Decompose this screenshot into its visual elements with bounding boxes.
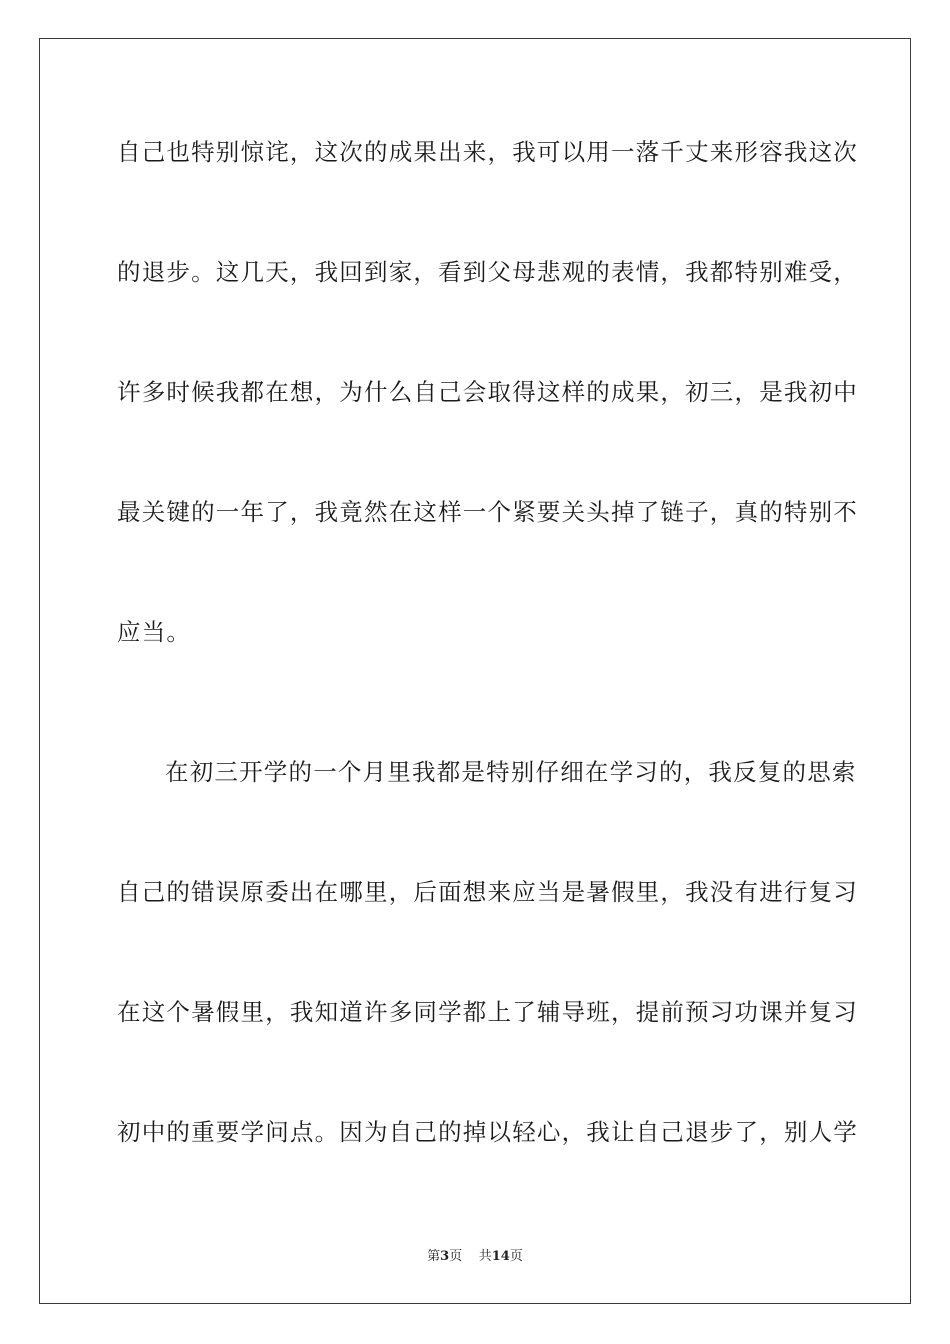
body-text-line-8: 在这个暑假里，我知道许多同学都上了辅导班，提前预习功课并复习 [117,998,858,1026]
body-text-line-7: 自己的错误原委出在哪里，后面想来应当是暑假里，我没有进行复习 [117,878,858,906]
footer-page-suffix: 页 [449,1249,463,1264]
body-text-line-5: 应当。 [117,618,192,646]
body-text-line-4: 最关键的一年了，我竟然在这样一个紧要关头掉了链子，真的特别不 [117,498,858,526]
page-footer [0,1248,950,1266]
footer-page-number: 3 [440,1249,450,1264]
footer-page-prefix: 第 [427,1249,441,1264]
footer-total-suffix: 页 [509,1249,523,1264]
body-text-line-3: 许多时候我都在想，为什么自己会取得这样的成果，初三，是我初中 [117,378,858,406]
body-text-line-6: 在初三开学的一个月里我都是特别仔细在学习的，我反复的思索 [165,758,857,786]
body-text-line-2: 的退步。这几天，我回到家，看到父母悲观的表情，我都特别难受， [117,258,858,286]
footer-total-prefix: 共 [478,1249,492,1264]
footer-total-pages: 14 [491,1249,510,1264]
page-frame [39,38,911,1304]
body-text-line-9: 初中的重要学问点。因为自己的掉以轻心，我让自己退步了，别人学 [117,1118,858,1146]
body-text-line-1: 自己也特别惊诧，这次的成果出来，我可以用一落千丈来形容我这次 [117,138,858,166]
